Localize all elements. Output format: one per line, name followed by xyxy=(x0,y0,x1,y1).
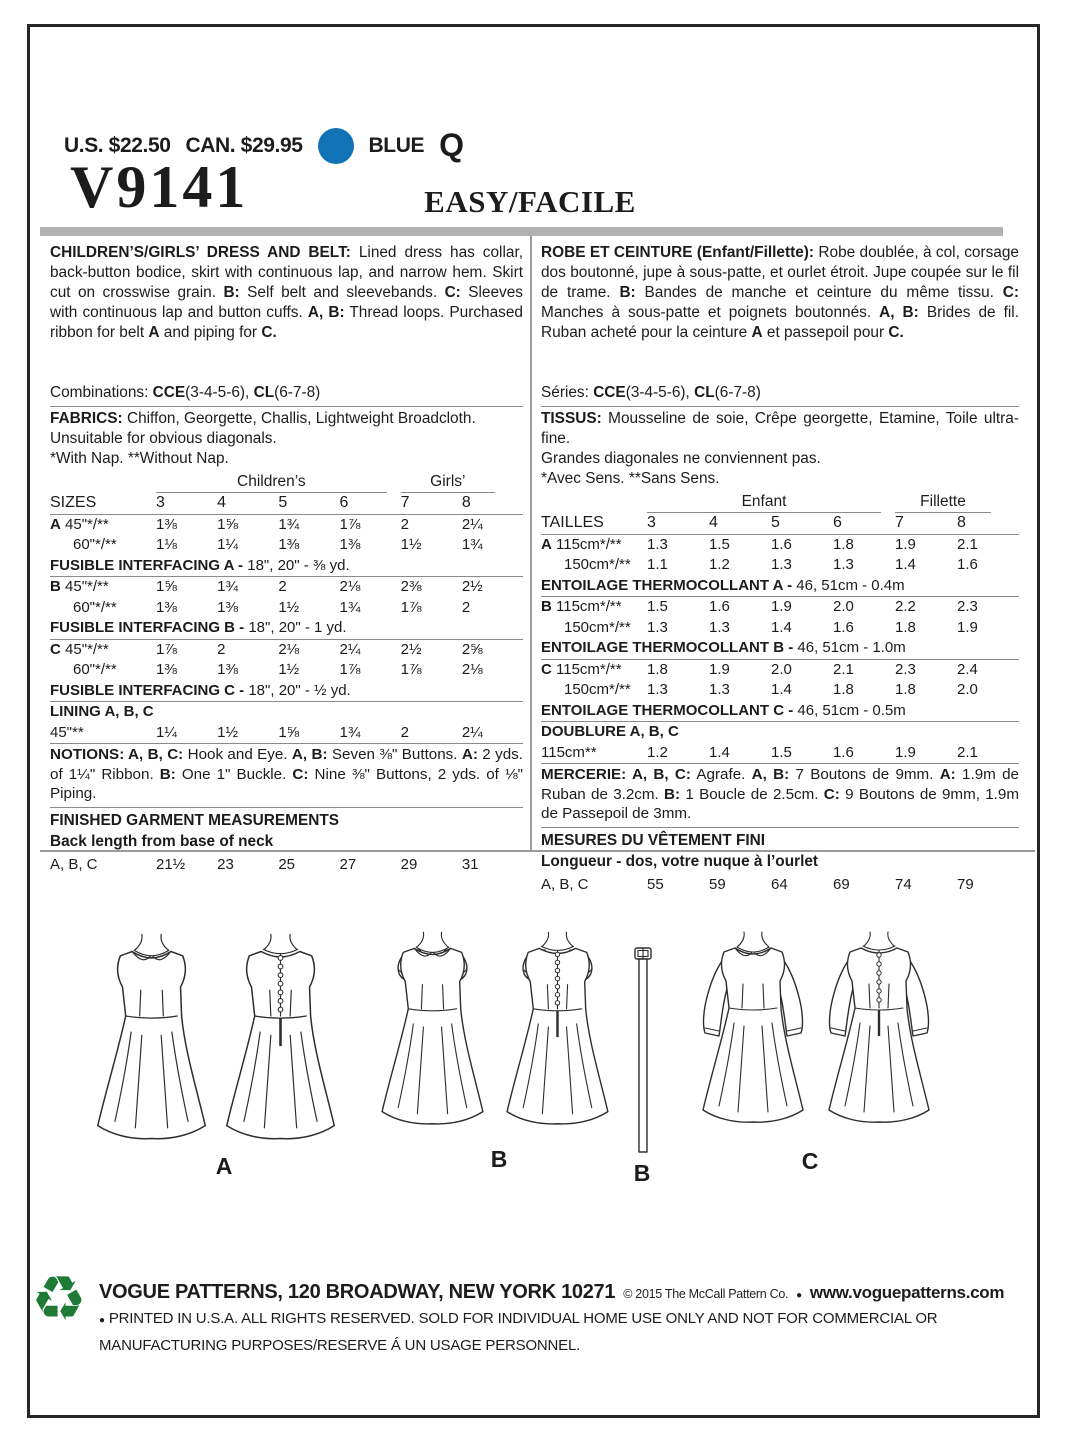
dress-b-back xyxy=(507,932,608,1124)
table-cell: 2¼ xyxy=(461,723,483,741)
finished-sub-en: Back length from base of neck xyxy=(50,832,274,850)
table-cell: 1.6 xyxy=(833,618,854,636)
table-cell: 1⅜ xyxy=(278,536,300,553)
table-cell: 27 xyxy=(339,855,357,873)
view-b-label: B xyxy=(490,1146,508,1172)
table-cell: 2⅝ xyxy=(461,640,483,658)
yardage-table-en xyxy=(50,472,523,744)
table-cell: 2.1 xyxy=(957,743,978,761)
table-row xyxy=(50,723,523,745)
table-cell: 1½ xyxy=(400,536,422,553)
table-row xyxy=(50,515,523,536)
belt-drawing xyxy=(628,946,658,1156)
french-column xyxy=(541,243,1019,895)
table-cell: 2.4 xyxy=(957,660,978,678)
table-cell: 2⅛ xyxy=(278,640,300,658)
table-cell: 1⅜ xyxy=(339,536,361,553)
table-cell: 1.8 xyxy=(895,618,916,636)
table-cell: 1.9 xyxy=(709,660,730,678)
table-cell: 1.3 xyxy=(709,681,730,698)
table-row xyxy=(50,618,523,640)
table-row xyxy=(541,638,1019,660)
table-row xyxy=(541,513,1019,535)
table-cell: 2.0 xyxy=(833,598,854,615)
table-cell: 6 xyxy=(339,494,349,511)
view-c-drawing xyxy=(683,928,983,1133)
table-cell: 2 xyxy=(278,578,287,595)
table-cell: 1.8 xyxy=(833,535,854,553)
table-row xyxy=(541,701,1019,723)
table-cell: 3 xyxy=(156,494,165,511)
table-row xyxy=(541,597,1019,618)
table-cell: 5 xyxy=(278,494,288,511)
table-cell: 1¾ xyxy=(217,578,239,595)
row-label: C 115cm*/** xyxy=(541,660,622,678)
table-cell: 23 xyxy=(217,855,234,873)
table-cell: 1¾ xyxy=(339,723,361,741)
table-cell: 1.6 xyxy=(833,743,854,761)
table-band: ENTOILAGE THERMOCOLLANT A - 46, 51cm - 0.4m xyxy=(541,576,905,594)
row-label: 60"*/** xyxy=(73,661,117,678)
table-cell: 1.4 xyxy=(709,743,730,761)
table-cell: 1.6 xyxy=(771,535,792,553)
table-band: FUSIBLE INTERFACING A - 18", 20" - ⅜ yd. xyxy=(50,556,350,574)
row-label: 45"** xyxy=(50,723,84,741)
table-cell: 5 xyxy=(771,514,780,531)
table-cell: 1½ xyxy=(278,661,300,678)
view-a-drawing xyxy=(78,930,354,1145)
table-cell: 1.3 xyxy=(709,618,730,636)
row-label: 150cm*/** xyxy=(564,556,631,573)
view-c-label: C xyxy=(801,1148,819,1174)
table-cell: 1⅜ xyxy=(156,598,177,616)
table-cell: 8 xyxy=(957,514,966,531)
table-cell: 2.1 xyxy=(833,660,854,678)
table-cell: 1.8 xyxy=(647,660,668,678)
table-cell: 2 xyxy=(461,598,471,616)
table-cell: 1⅜ xyxy=(217,598,239,616)
table-cell: 1½ xyxy=(217,723,239,741)
dress-c-back xyxy=(829,932,929,1122)
recycle-icon: ♻ xyxy=(31,1262,87,1335)
table-cell: Enfant xyxy=(647,492,881,513)
table-cell: 2.2 xyxy=(895,598,916,615)
table-cell: 1.3 xyxy=(647,535,668,553)
row-label: 150cm*/** xyxy=(564,681,631,698)
table-cell: 1.9 xyxy=(771,598,792,615)
row-label: A 115cm*/** xyxy=(541,535,622,553)
table-cell: 1⅞ xyxy=(156,640,177,658)
notions-en: NOTIONS: A, B, C: Hook and Eye. A, B: Seven ⅜" Buttons. A: 2 yds. of 1¼" Ribbon. B: One 1" Buckle. C: Nine ⅜" Buttons, 2 yds. of ⅛" Piping. xyxy=(50,745,523,808)
difficulty-label: EASY/FACILE xyxy=(424,184,636,219)
table-row xyxy=(50,660,523,681)
table-cell: 74 xyxy=(895,875,912,893)
table-cell: 1⅝ xyxy=(217,515,239,533)
row-label: A, B, C xyxy=(50,855,98,873)
row-label: 60"*/** xyxy=(73,598,117,616)
table-cell: 1.3 xyxy=(771,556,792,573)
table-cell: SIZES xyxy=(50,494,97,511)
row-label: 150cm*/** xyxy=(564,618,631,636)
table-cell: 31 xyxy=(461,855,479,873)
table-cell: 1.5 xyxy=(771,743,792,761)
table-cell: 79 xyxy=(957,875,974,893)
table-cell: 1.5 xyxy=(709,535,730,553)
table-cell: 7 xyxy=(400,494,410,511)
table-row xyxy=(50,472,523,493)
table-cell: 1⅜ xyxy=(217,661,239,678)
table-band: DOUBLURE A, B, C xyxy=(541,723,679,740)
table-cell: 21½ xyxy=(156,855,186,873)
table-cell: 3 xyxy=(647,514,656,531)
table-cell: 1¼ xyxy=(217,536,239,553)
bullet-icon: ● xyxy=(99,1315,105,1326)
yardage-table-fr xyxy=(541,492,1019,764)
fabrics-note-fr: Grandes diagonales ne conviennent pas. xyxy=(541,450,821,467)
combinations-line-fr: Séries: CCE(3-4-5-6), CL(6-7-8) xyxy=(541,383,1019,407)
website-text: www.voguepatterns.com xyxy=(809,1283,1005,1302)
table-cell: 2¼ xyxy=(339,640,361,658)
table-row xyxy=(541,618,1019,639)
table-cell: 1.9 xyxy=(957,618,978,636)
footer-line2 xyxy=(99,1306,1015,1358)
table-row xyxy=(541,680,1019,701)
table-cell: 4 xyxy=(217,494,227,511)
view-b-drawing xyxy=(372,928,624,1130)
table-cell: 1½ xyxy=(278,598,300,616)
table-row xyxy=(50,681,523,703)
finished-table-en xyxy=(50,855,523,876)
table-cell: 1.8 xyxy=(833,681,854,698)
table-cell: 1⅞ xyxy=(339,515,361,533)
table-cell: 1⅝ xyxy=(278,723,300,741)
table-row xyxy=(50,493,523,515)
dress-c-front xyxy=(703,932,803,1122)
table-band: ENTOILAGE THERMOCOLLANT C - 46, 51cm - 0.5m xyxy=(541,701,906,719)
table-cell: 1.2 xyxy=(709,556,730,573)
combinations-line-en: Combinations: CCE(3-4-5-6), CL(6-7-8) xyxy=(50,383,523,407)
column-divider xyxy=(530,236,532,850)
fabrics-note-en: Unsuitable for obvious diagonals. xyxy=(50,430,277,447)
finished-title-en: FINISHED GARMENT MEASUREMENTS xyxy=(50,811,340,829)
table-cell: 1¾ xyxy=(278,515,300,533)
table-cell: 1.3 xyxy=(647,618,668,636)
table-row xyxy=(50,598,523,619)
table-cell: 2 xyxy=(400,515,409,533)
table-row xyxy=(541,875,1019,896)
table-cell: 1.1 xyxy=(647,556,668,573)
color-label: BLUE xyxy=(368,133,425,157)
table-cell: 2 xyxy=(217,640,226,658)
table-cell: 1⅜ xyxy=(156,661,177,678)
table-cell: Children’s xyxy=(156,472,387,493)
table-cell: 2½ xyxy=(461,578,483,595)
table-cell: 29 xyxy=(400,855,418,873)
table-row xyxy=(541,660,1019,681)
fabrics-line-en: FABRICS: Chiffon, Georgette, Challis, Lightweight Broadcloth. xyxy=(50,410,476,427)
nap-note-fr: *Avec Sens. **Sans Sens. xyxy=(541,470,720,487)
table-cell: Fillette xyxy=(895,492,991,513)
table-cell: 1.8 xyxy=(895,681,916,698)
table-cell: 2⅛ xyxy=(461,661,483,678)
view-a-label: A xyxy=(215,1153,233,1179)
table-band: FUSIBLE INTERFACING B - 18", 20" - 1 yd. xyxy=(50,619,347,636)
table-row xyxy=(541,492,1019,513)
table-cell: 25 xyxy=(278,855,296,873)
table-cell: 1.2 xyxy=(647,743,668,761)
color-dot-icon xyxy=(318,128,354,164)
table-cell: 1¾ xyxy=(339,598,361,616)
table-cell: 1.3 xyxy=(833,556,854,573)
english-column xyxy=(50,243,523,875)
row-label: 115cm** xyxy=(541,743,597,761)
table-cell: 55 xyxy=(647,875,664,893)
finished-table-fr xyxy=(541,875,1019,896)
table-cell: 1.9 xyxy=(895,743,916,761)
table-cell: 1.6 xyxy=(709,598,730,615)
table-cell: 2⅛ xyxy=(339,578,361,595)
table-row xyxy=(50,577,523,598)
table-cell: 1.6 xyxy=(957,556,978,573)
description-en: CHILDREN’S/GIRLS’ DRESS AND BELT: Lined dress has collar, back-button bodice, skirt with continuous lap, and narrow hem. Skirt cut on crosswise grain. B: Self belt and sleevebands. C: Sleeves with continuous lap and button cuffs. A, B: Thread loops. Purchased ribbon for belt A and piping for C. xyxy=(50,244,523,341)
row-label: C 45"*/** xyxy=(50,640,109,658)
table-row xyxy=(541,576,1019,598)
table-band: LINING A, B, C xyxy=(50,703,154,720)
table-cell: 6 xyxy=(833,514,842,531)
bullet-icon: ● xyxy=(796,1290,802,1301)
table-cell: 1⅞ xyxy=(400,661,422,678)
dress-a-back xyxy=(227,934,335,1138)
dress-a-front xyxy=(98,934,206,1138)
rights-text: PRINTED IN U.S.A. ALL RIGHTS RESERVED. SOLD FOR INDIVIDUAL HOME USE ONLY AND NOT FOR COMMERCIAL OR MANUFACTURING PURPOSES/RESERVE Á UN USAGE PERSONNEL. xyxy=(99,1310,938,1354)
table-cell: 1.4 xyxy=(771,681,792,698)
table-cell: 69 xyxy=(833,875,850,893)
table-cell: 2½ xyxy=(400,640,422,658)
table-cell: 2⅜ xyxy=(400,578,422,595)
table-cell: 2.3 xyxy=(957,598,978,615)
table-cell: 1.9 xyxy=(895,535,916,553)
table-cell: 64 xyxy=(771,875,788,893)
description-fr: ROBE ET CEINTURE (Enfant/Fillette): Robe doublée, à col, corsage dos boutonné, jupe à sous-patte, et ourlet étroit. Jupe coupée sur le fil de trame. B: Bandes de manche et ceinture du même tissu. C: Manches à sous-patte et poignets boutonnés. A, B: Brides de fil. Ruban acheté pour la ceinture A et passepoil pour C. xyxy=(541,244,1019,341)
table-cell: 1⅜ xyxy=(156,515,177,533)
table-cell: 2.0 xyxy=(957,681,978,698)
table-band: ENTOILAGE THERMOCOLLANT B - 46, 51cm - 1.0m xyxy=(541,639,906,656)
row-label: B 45"*/** xyxy=(50,578,109,595)
nap-note-en: *With Nap. **Without Nap. xyxy=(50,450,229,467)
table-cell: 1⅞ xyxy=(339,661,361,678)
table-row xyxy=(541,555,1019,576)
table-cell: 2¼ xyxy=(461,515,483,533)
table-cell: 2.0 xyxy=(771,660,792,678)
table-cell: 4 xyxy=(709,514,718,531)
table-row xyxy=(541,743,1019,765)
table-row xyxy=(50,556,523,578)
table-row xyxy=(50,535,523,556)
table-cell: 59 xyxy=(709,875,726,893)
table-cell: 1⅝ xyxy=(156,578,177,595)
row-label: 60"*/** xyxy=(73,536,117,553)
row-label: B 115cm*/** xyxy=(541,598,622,615)
dress-b-front xyxy=(382,932,483,1124)
finished-title-fr: MESURES DU VÊTEMENT FINI xyxy=(541,831,766,849)
table-cell: 8 xyxy=(461,494,471,511)
table-cell: 1⅛ xyxy=(156,536,177,553)
table-cell: 2 xyxy=(400,723,409,741)
table-cell: 2.3 xyxy=(895,660,916,678)
table-cell: Girls’ xyxy=(401,472,495,493)
footer-line1 xyxy=(99,1281,1004,1304)
table-cell: 1.3 xyxy=(647,681,668,698)
mercerie-fr: MERCERIE: A, B, C: Agrafe. A, B: 7 Boutons de 9mm. A: 1.9m de Ruban de 3.2cm. B: 1 Boucle de 2.5cm. C: 9 Boutons de 9mm, 1.9m de Passepoil de 3mm. xyxy=(541,765,1019,828)
table-row xyxy=(541,722,1019,743)
belt-label: B xyxy=(633,1160,651,1186)
table-row xyxy=(50,855,523,876)
table-row xyxy=(50,640,523,661)
row-label: A 45"*/** xyxy=(50,515,109,533)
row-label: A, B, C xyxy=(541,875,589,893)
table-cell: 1.5 xyxy=(647,598,668,615)
table-cell: 1.4 xyxy=(895,556,916,573)
table-cell: 1¾ xyxy=(461,536,483,553)
price-us: U.S. $22.50 xyxy=(64,133,171,157)
fabrics-line-fr: TISSUS: Mousseline de soie, Crêpe georgette, Etamine, Toile ultra-fine. xyxy=(541,410,1019,447)
table-row xyxy=(541,535,1019,556)
table-cell: 1⅞ xyxy=(400,598,422,616)
table-cell: 1.4 xyxy=(771,618,792,636)
table-cell: 1¼ xyxy=(156,723,177,741)
table-cell: 2.1 xyxy=(957,535,978,553)
table-cell: 7 xyxy=(895,514,904,531)
divider-bar xyxy=(40,227,1003,236)
table-band: FUSIBLE INTERFACING C - 18", 20" - ½ yd. xyxy=(50,681,351,699)
price-can: CAN. $29.95 xyxy=(185,133,303,157)
table-row xyxy=(50,702,523,723)
finished-sub-fr: Longueur - dos, votre nuque à l’ourlet xyxy=(541,852,819,870)
table-cell: TAILLES xyxy=(541,514,604,531)
publisher-address: VOGUE PATTERNS, 120 BROADWAY, NEW YORK 10271 xyxy=(99,1281,616,1303)
pattern-number: V9141 xyxy=(70,154,249,220)
size-letter: Q xyxy=(439,127,464,163)
copyright-text: © 2015 The McCall Pattern Co. xyxy=(623,1287,789,1301)
